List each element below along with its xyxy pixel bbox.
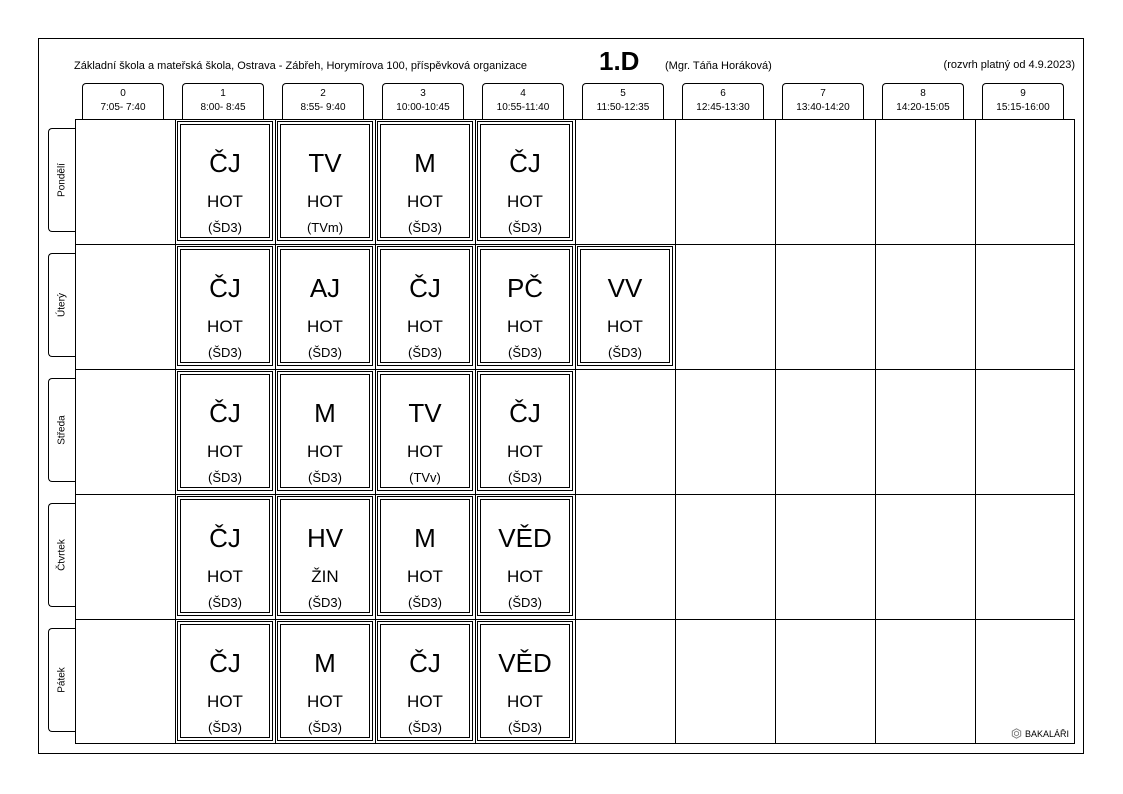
lesson-room: (ŠD3) [308, 720, 342, 735]
lesson-room: (ŠD3) [508, 720, 542, 735]
period-time: 11:50-12:35 [596, 102, 650, 113]
lesson-subject: ČJ [409, 273, 441, 303]
grid-column-line [175, 120, 176, 743]
lesson-room: (ŠD3) [308, 470, 342, 485]
period-tab [82, 83, 164, 119]
period-number: 7 [820, 88, 826, 99]
period-time: 8:00- 8:45 [200, 102, 246, 113]
day-label: Středa [56, 415, 68, 445]
lesson-cell [377, 621, 473, 741]
period-tab [482, 83, 564, 119]
lesson-subject: M [314, 398, 336, 428]
lesson-room: (ŠD3) [308, 595, 342, 610]
lesson-teacher: HOT [407, 442, 443, 461]
lesson-teacher: HOT [507, 692, 543, 711]
lesson-subject: AJ [309, 273, 341, 303]
day-label: Čtvrtek [56, 539, 68, 571]
lesson-teacher: HOT [407, 317, 443, 336]
lesson-cell [477, 371, 573, 491]
period-number: 4 [520, 88, 526, 99]
day-tab [48, 253, 75, 357]
lesson-subject: M [414, 523, 436, 553]
lesson-cell [177, 496, 273, 616]
lesson-subject: M [414, 148, 436, 178]
period-number: 1 [220, 88, 226, 99]
lesson-cell [277, 621, 373, 741]
lesson-cell [277, 371, 373, 491]
period-number: 2 [320, 88, 326, 99]
lesson-teacher: ŽIN [311, 567, 339, 586]
lesson-room: (ŠD3) [408, 595, 442, 610]
lesson-subject: PČ [506, 273, 544, 303]
hexagon-logo-icon [1011, 728, 1022, 739]
lesson-teacher: HOT [407, 192, 443, 211]
lesson-cell [377, 496, 473, 616]
lesson-cell [477, 246, 573, 366]
period-time: 8:55- 9:40 [300, 102, 346, 113]
lesson-room: (ŠD3) [608, 345, 642, 360]
period-tab [982, 83, 1064, 119]
lesson-room: (ŠD3) [508, 470, 542, 485]
day-label: Pátek [56, 667, 68, 693]
lesson-room: (ŠD3) [208, 595, 242, 610]
period-number: 5 [620, 88, 626, 99]
day-label: Úterý [56, 293, 68, 317]
day-tab [48, 503, 75, 607]
lesson-teacher: HOT [307, 442, 343, 461]
lesson-cell [177, 121, 273, 241]
lesson-cell [377, 246, 473, 366]
period-time: 14:20-15:05 [896, 102, 950, 113]
lesson-subject: ČJ [209, 148, 241, 178]
lesson-cell [377, 371, 473, 491]
period-number: 3 [420, 88, 426, 99]
grid-column-line [975, 120, 976, 743]
lesson-teacher: HOT [307, 317, 343, 336]
period-time: 7:05- 7:40 [100, 102, 146, 113]
lesson-subject: M [314, 648, 336, 678]
lesson-cell [477, 621, 573, 741]
lesson-cell [377, 121, 473, 241]
lesson-teacher: HOT [507, 192, 543, 211]
lesson-room: (ŠD3) [308, 345, 342, 360]
grid-column-line [375, 120, 376, 743]
lesson-room: (ŠD3) [208, 720, 242, 735]
period-time: 10:00-10:45 [396, 102, 450, 113]
lesson-room: (ŠD3) [208, 345, 242, 360]
lesson-cell [177, 371, 273, 491]
lesson-room: (TVv) [409, 470, 441, 485]
grid-column-line [775, 120, 776, 743]
day-tab [48, 378, 75, 482]
lesson-room: (ŠD3) [208, 470, 242, 485]
lesson-subject: ČJ [209, 523, 241, 553]
lesson-subject: ČJ [209, 273, 241, 303]
day-tab [48, 128, 75, 232]
lesson-teacher: HOT [307, 692, 343, 711]
period-tab [382, 83, 464, 119]
lesson-teacher: HOT [207, 442, 243, 461]
lesson-teacher: HOT [207, 692, 243, 711]
period-tab [282, 83, 364, 119]
lesson-teacher: HOT [507, 567, 543, 586]
lesson-subject: TV [408, 398, 442, 428]
lesson-subject: ČJ [209, 398, 241, 428]
lesson-cell [477, 121, 573, 241]
grid-row-line [76, 244, 1074, 245]
period-time: 15:15-16:00 [996, 102, 1050, 113]
valid-from: (rozvrh platný od 4.9.2023) [943, 59, 1075, 71]
lesson-cell [277, 496, 373, 616]
lesson-cell [177, 621, 273, 741]
lesson-subject: VĚD [498, 523, 552, 553]
lesson-teacher: HOT [407, 567, 443, 586]
day-label: Pondělí [56, 163, 68, 197]
class-name: 1.D [599, 46, 640, 76]
lesson-room: (ŠD3) [508, 595, 542, 610]
lesson-subject: VV [607, 273, 643, 303]
lesson-room: (ŠD3) [408, 345, 442, 360]
period-number: 8 [920, 88, 926, 99]
lesson-cell [277, 246, 373, 366]
lesson-room: (ŠD3) [508, 220, 542, 235]
period-tab [882, 83, 964, 119]
bakalari-logo [1011, 728, 1069, 739]
lesson-subject: HV [306, 523, 344, 553]
lesson-subject: ČJ [409, 648, 441, 678]
lesson-subject: ČJ [509, 148, 541, 178]
lesson-cell [477, 496, 573, 616]
grid-column-line [475, 120, 476, 743]
lesson-subject: TV [308, 148, 342, 178]
lesson-room: (ŠD3) [508, 345, 542, 360]
lesson-teacher: HOT [507, 317, 543, 336]
lesson-cell [177, 246, 273, 366]
lesson-teacher: HOT [507, 442, 543, 461]
grid-row-line [76, 494, 1074, 495]
class-teacher: (Mgr. Táňa Horáková) [665, 60, 772, 72]
lesson-cell [277, 121, 373, 241]
school-name: Základní škola a mateřská škola, Ostrava - Zábřeh, Horymírova 100, příspěvková organizace [74, 60, 528, 72]
period-time: 12:45-13:30 [696, 102, 750, 113]
lesson-teacher: HOT [407, 692, 443, 711]
lesson-cell [577, 246, 673, 366]
period-time: 10:55-11:40 [496, 102, 550, 113]
period-tab [582, 83, 664, 119]
lesson-room: (ŠD3) [208, 220, 242, 235]
period-time: 13:40-14:20 [796, 102, 850, 113]
period-tab [682, 83, 764, 119]
lesson-room: (ŠD3) [408, 720, 442, 735]
lesson-teacher: HOT [607, 317, 643, 336]
lesson-room: (ŠD3) [408, 220, 442, 235]
grid-column-line [875, 120, 876, 743]
lesson-teacher: HOT [207, 192, 243, 211]
period-tab [782, 83, 864, 119]
brand-label: BAKALÁŘI [1024, 728, 1069, 739]
grid-column-line [575, 120, 576, 743]
lesson-teacher: HOT [307, 192, 343, 211]
period-tab [182, 83, 264, 119]
period-number: 9 [1020, 88, 1026, 99]
grid-row-line [76, 619, 1074, 620]
day-tab [48, 628, 75, 732]
period-number: 6 [720, 88, 726, 99]
grid-column-line [675, 120, 676, 743]
period-number: 0 [120, 88, 126, 99]
lesson-teacher: HOT [207, 317, 243, 336]
grid-row-line [76, 369, 1074, 370]
lesson-room: (TVm) [306, 220, 344, 235]
grid-column-line [275, 120, 276, 743]
lesson-subject: ČJ [509, 398, 541, 428]
lesson-teacher: HOT [207, 567, 243, 586]
lesson-subject: VĚD [498, 648, 552, 678]
lesson-subject: ČJ [209, 648, 241, 678]
